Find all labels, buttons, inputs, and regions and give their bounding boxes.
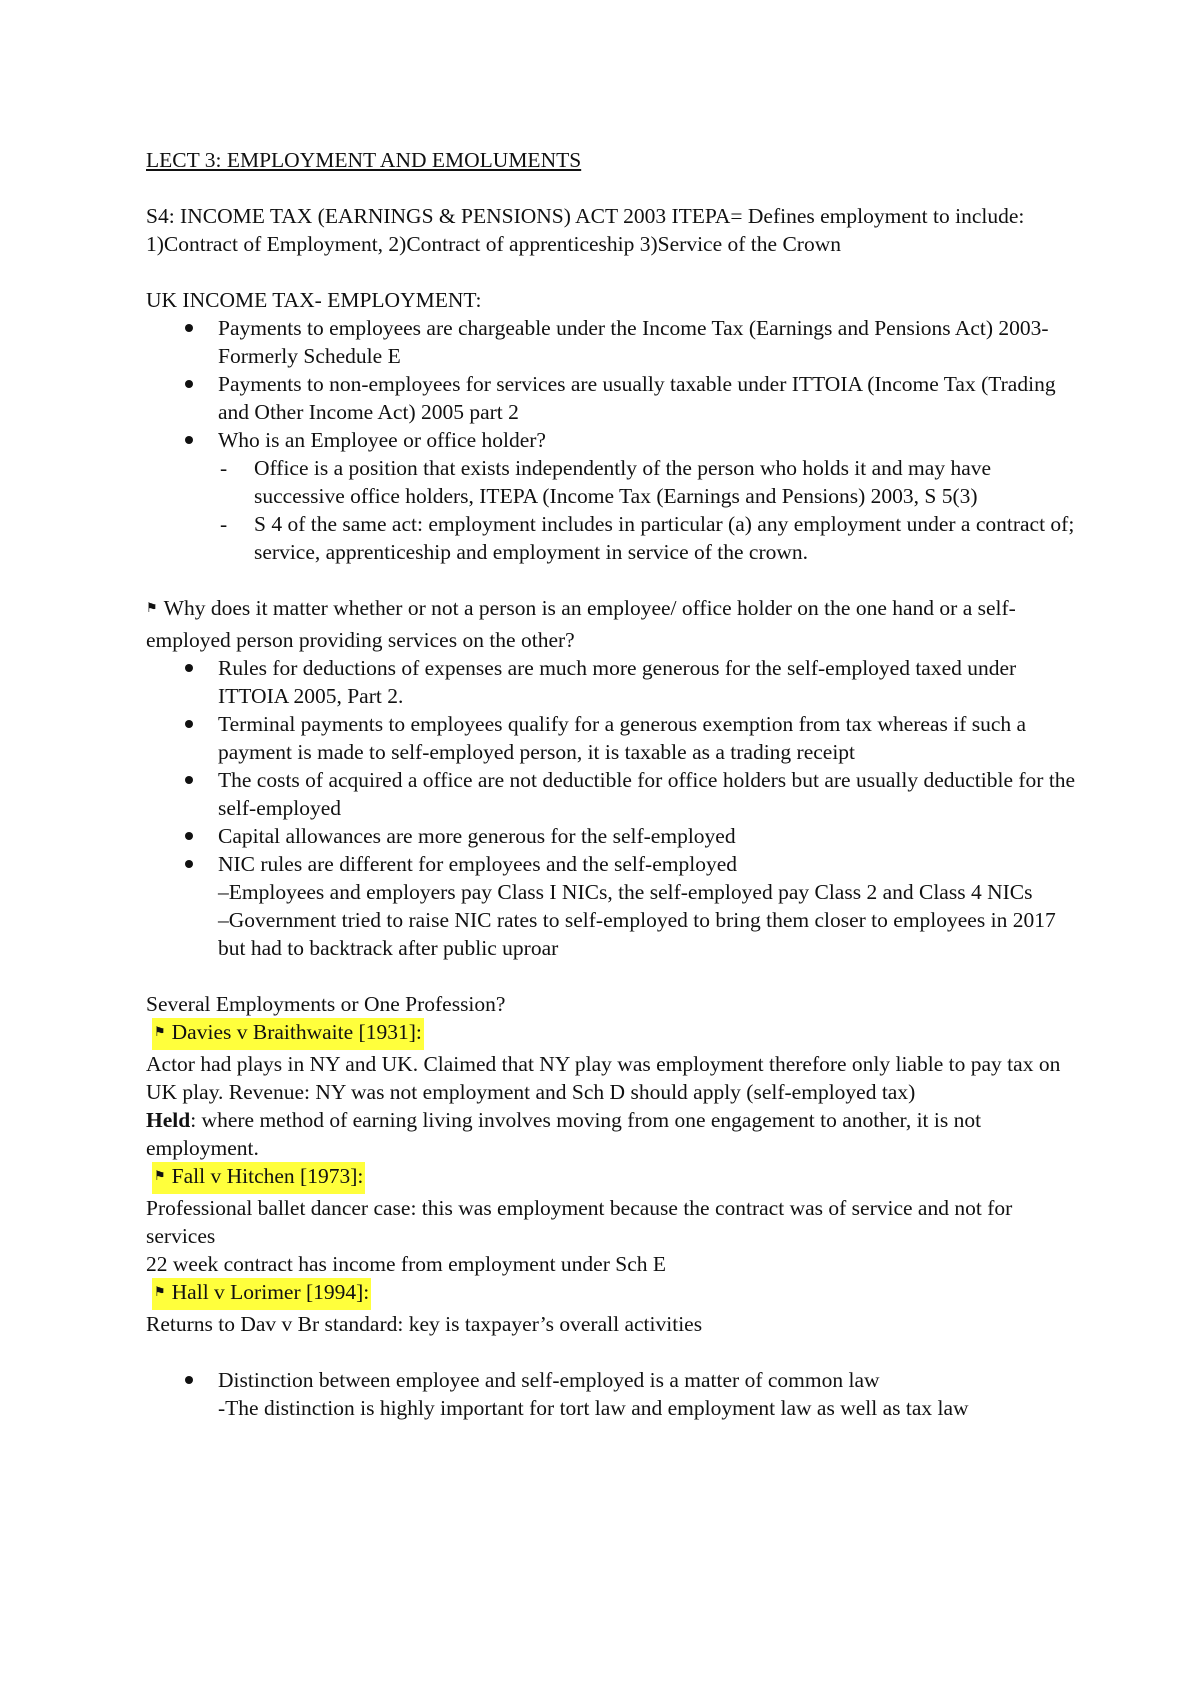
final-bullet-list: [146, 1366, 1076, 1422]
page-title: LECT 3: EMPLOYMENT AND EMOLUMENTS: [146, 148, 582, 172]
bullet-text: Terminal payments to employees qualify for a generous exemption from tax whereas if such a payment is made to self-employed person, it is taxable as a trading receipt: [218, 712, 1027, 764]
why-question: [146, 594, 1076, 654]
case-highlight: [152, 1162, 365, 1194]
bullet-item: [146, 1366, 1076, 1422]
held-label: Held: [146, 1108, 191, 1132]
held-text: : where method of earning living involves moving from one engagement to another, it is not employment.: [146, 1108, 982, 1160]
flag-icon: ⚑: [146, 601, 158, 616]
case-name: Davies v Braithwaite [1931]:: [171, 1020, 422, 1044]
bullet-item: [146, 370, 1076, 426]
case-heading: [146, 1018, 1076, 1050]
bullet-text: Capital allowances are more generous for the self-employed: [218, 824, 736, 848]
case-text: Professional ballet dancer case: this was employment because the contract was of service and not for services: [146, 1196, 1013, 1248]
bullet-text: The costs of acquired a office are not deductible for office holders but are usually deductible for the self-employed: [218, 768, 1076, 820]
uk-income-tax-heading: UK INCOME TAX- EMPLOYMENT:: [146, 288, 482, 312]
bullet-item: [146, 766, 1076, 822]
case-text: 22 week contract has income from employment under Sch E: [146, 1252, 667, 1276]
bullet-text: NIC rules are different for employees and the self-employed: [218, 852, 737, 876]
bullet-sub-text: -The distinction is highly important for tort law and employment law as well as tax law: [218, 1396, 969, 1420]
uk-bullet-list: [146, 314, 1076, 566]
nic-sub-text: –Employees and employers pay Class I NICs, the self-employed pay Class 2 and Class 4 NICs: [218, 880, 1033, 904]
case-highlight: [152, 1278, 371, 1310]
held-paragraph: [146, 1106, 1076, 1162]
case-name: Hall v Lorimer [1994]:: [171, 1280, 370, 1304]
flag-icon: ⚑: [154, 1285, 166, 1300]
bullet-item: [146, 426, 1076, 566]
document-content: [146, 146, 1076, 1422]
why-question-text: Why does it matter whether or not a person is an employee/ office holder on the one hand or a self-employed person providing services on the other?: [146, 596, 1016, 652]
bullet-item: [146, 822, 1076, 850]
why-bullet-list: [146, 654, 1076, 962]
flag-icon: ⚑: [154, 1025, 166, 1040]
bullet-item: [146, 850, 1076, 962]
several-employments-heading: Several Employments or One Profession?: [146, 992, 506, 1016]
flag-icon: ⚑: [154, 1169, 166, 1184]
bullet-item: [146, 654, 1076, 710]
dash-list: [218, 454, 1076, 566]
dash-item: [218, 454, 1076, 510]
dash-text: Office is a position that exists independently of the person who holds it and may have successive office holders, ITEPA (Income Tax (Earnings and Pensions) 2003, S 5(3): [254, 456, 992, 508]
bullet-text: Who is an Employee or office holder?: [218, 428, 546, 452]
dash-item: [218, 510, 1076, 566]
case-heading: [146, 1278, 1076, 1310]
dash-text: S 4 of the same act: employment includes in particular (a) any employment under a contract of; service, apprenticeship and employment in service of the crown.: [254, 512, 1075, 564]
case-name: Fall v Hitchen [1973]:: [171, 1164, 364, 1188]
case-heading: [146, 1162, 1076, 1194]
bullet-text: Payments to employees are chargeable under the Income Tax (Earnings and Pensions Act) 2003- Formerly Schedule E: [218, 316, 1049, 368]
bullet-text: Payments to non-employees for services are usually taxable under ITTOIA (Income Tax (Trading and Other Income Act) 2005 part 2: [218, 372, 1056, 424]
nic-sub-text: –Government tried to raise NIC rates to self-employed to bring them closer to employees in 2017 but had to backtrack after public uproar: [218, 908, 1056, 960]
bullet-text: Rules for deductions of expenses are much more generous for the self-employed taxed under ITTOIA 2005, Part 2.: [218, 656, 1017, 708]
bullet-item: [146, 710, 1076, 766]
s4-definition: S4: INCOME TAX (EARNINGS & PENSIONS) ACT 2003 ITEPA= Defines employment to include: 1)Contract of Employment, 2)Contract of apprenticeship 3)Service of the Crown: [146, 204, 1025, 256]
bullet-text: Distinction between employee and self-employed is a matter of common law: [218, 1368, 880, 1392]
case-highlight: [152, 1018, 424, 1050]
case-text: Actor had plays in NY and UK. Claimed that NY play was employment therefore only liable to pay tax on UK play. Revenue: NY was not employment and Sch D should apply (self-employed tax): [146, 1052, 1061, 1104]
case-text: Returns to Dav v Br standard: key is taxpayer’s overall activities: [146, 1312, 703, 1336]
bullet-item: [146, 314, 1076, 370]
